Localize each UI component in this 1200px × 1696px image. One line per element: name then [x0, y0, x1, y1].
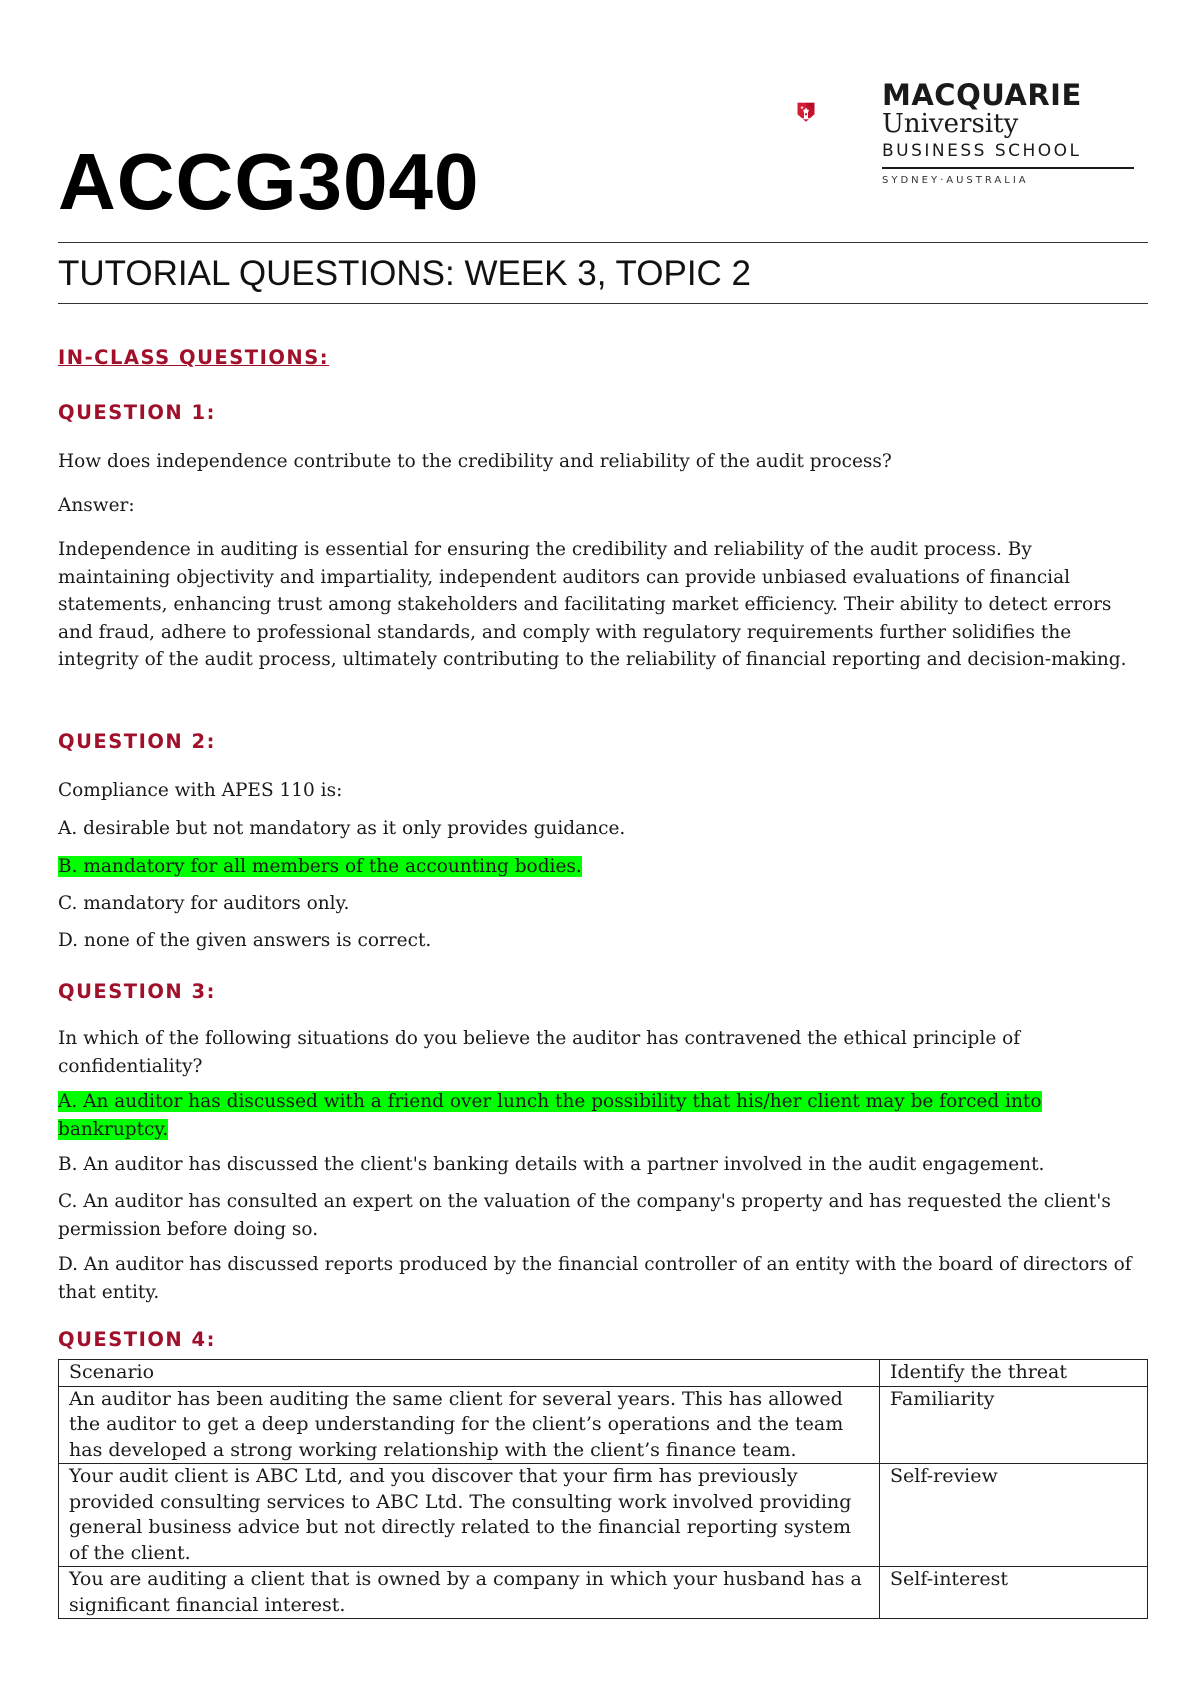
scenario-cell: Your audit client is ABC Ltd, and you discover that your firm has previously provided consulting services to ABC Ltd. The consulting work involved providing general business advice but not directly related to the financial reporting system of the client.: [59, 1464, 880, 1567]
question-3-option-a: A. An auditor has discussed with a friend over lunch the possibility that his/her client may be forced into bankruptcy.: [58, 1091, 1042, 1140]
table-row: [59, 1567, 1148, 1619]
logo-line-business-school: BUSINESS SCHOOL: [882, 138, 1134, 169]
question-2-option-c: C. mandatory for auditors only.: [58, 893, 350, 914]
question-2-text: Compliance with APES 110 is:: [58, 780, 343, 801]
question-2-option-a: A. desirable but not mandatory as it only provides guidance.: [58, 818, 626, 839]
logo-line-university: University: [882, 109, 1019, 139]
top-rule: [58, 242, 1148, 243]
scenario-cell: An auditor has been auditing the same client for several years. This has allowed the auditor to get a deep understanding for the client’s operations and the team has developed a strong working relationship with the client’s finance team.: [59, 1386, 880, 1464]
question-2-option-b-row: [58, 853, 1148, 881]
threat-cell: Self-interest: [880, 1567, 1148, 1619]
column-header-scenario: Scenario: [59, 1360, 880, 1387]
question-2-heading: QUESTION 2:: [58, 730, 216, 753]
question-3-option-d: D. An auditor has discussed reports produced by the financial controller of an entity with the board of directors of that entity.: [58, 1254, 1132, 1303]
page-subtitle: TUTORIAL QUESTIONS: WEEK 3, TOPIC 2: [58, 254, 752, 293]
bottom-rule: [58, 303, 1148, 304]
logo-wordmark: [882, 80, 1134, 186]
question-2-option-b: B. mandatory for all members of the accounting bodies.: [58, 856, 582, 877]
question-3-option-b: B. An auditor has discussed the client's banking details with a partner involved in the audit engagement.: [58, 1154, 1045, 1175]
threats-table: [58, 1359, 1148, 1619]
answer-label: Answer:: [58, 495, 135, 516]
question-1-answer: Independence in auditing is essential for ensuring the credibility and reliability of the audit process. By maintaining objectivity and impartiality, independent auditors can provide unbiased evaluations of financial statements, enhancing trust among stakeholders and facilitating market efficiency. Their ability to detect errors and fraud, adhere to professional standards, and comply with regulatory requirements further solidifies the integrity of the audit process, ultimately contributing to the reliability of financial reporting and decision-making.: [58, 539, 1127, 670]
question-2-option-d: D. none of the given answers is correct.: [58, 930, 432, 951]
threat-cell: Self-review: [880, 1464, 1148, 1567]
scenario-cell: You are auditing a client that is owned by a company in which your husband has a significant financial interest.: [59, 1567, 880, 1619]
question-3-option-c: C. An auditor has consulted an expert on the valuation of the company's property and has requested the client's permission before doing so.: [58, 1191, 1111, 1240]
course-code: ACCG3040: [58, 137, 480, 226]
threat-cell: Familiarity: [880, 1386, 1148, 1464]
logo-line-sydney: SYDNEY·AUSTRALIA: [882, 175, 1029, 186]
section-heading: IN-CLASS QUESTIONS:: [58, 346, 330, 369]
question-4-heading: QUESTION 4:: [58, 1328, 216, 1351]
column-header-threat: Identify the threat: [880, 1360, 1148, 1387]
question-3-option-a-row: [58, 1088, 1148, 1143]
question-1-heading: QUESTION 1:: [58, 401, 216, 424]
macquarie-logo: [796, 76, 876, 156]
question-3-text: In which of the following situations do you believe the auditor has contravened the ethical principle of confidentiality?: [58, 1028, 1021, 1077]
logo-line-macquarie: MACQUARIE: [882, 78, 1082, 112]
question-1-text: How does independence contribute to the credibility and reliability of the audit process?: [58, 451, 892, 472]
table-row: [59, 1464, 1148, 1567]
table-row: [59, 1386, 1148, 1464]
question-3-heading: QUESTION 3:: [58, 980, 216, 1003]
table-header-row: [59, 1360, 1148, 1387]
